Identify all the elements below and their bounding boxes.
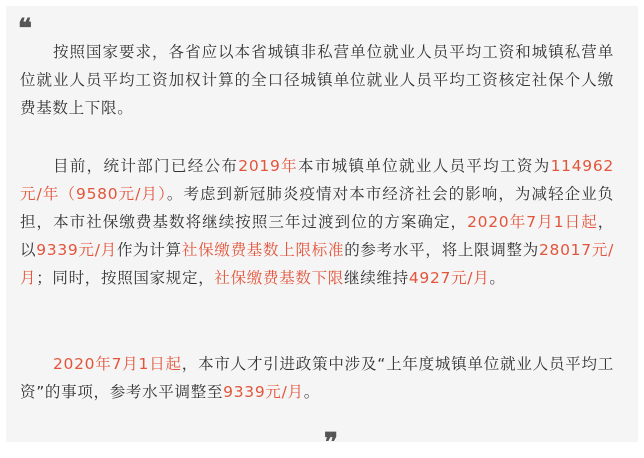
highlight-reference-amount: 9339元/月 <box>36 241 117 259</box>
highlight-average-wage: 114962元/年（9580元/月） <box>20 157 614 203</box>
highlight-upper-limit-amount: 28017元/月 <box>20 241 614 287</box>
close-quote-icon: ❞ <box>324 428 335 458</box>
paragraph-text: ，以 <box>20 213 614 259</box>
highlight-lower-limit-label: 社保缴费基数下限 <box>214 269 345 287</box>
paragraph-talent-policy <box>20 350 614 406</box>
paragraph-national-requirement <box>20 38 614 122</box>
paragraph-text: ，本市人才引进政策中涉及“上年度城镇单位就业人员平均工资”的事项，参考水平调整至 <box>20 355 615 401</box>
highlight-reference-amount: 9339元/月 <box>223 383 304 401</box>
paragraph-text: 作为计算 <box>116 241 182 259</box>
paragraph-text: 的参考水平，将上限调整为 <box>344 241 539 259</box>
paragraph-base-adjustment <box>20 152 614 292</box>
paragraph-text: 本市城镇单位就业人员平均工资为 <box>298 157 551 175</box>
highlight-year: 2019年 <box>238 157 298 175</box>
paragraph-text: 按照国家要求，各省应以本省城镇非私营单位就业人员平均工资和城镇私营单位就业人员平均工资加权计算的全口径城镇单位就业人员平均工资核定社保个人缴费基数上下限。 <box>20 43 614 117</box>
paragraph-text: 。 <box>303 383 320 401</box>
paragraph-text: 。 <box>489 269 506 287</box>
highlight-lower-limit-amount: 4927元/月 <box>408 269 490 287</box>
highlight-effective-date: 2020年7月1日起 <box>53 355 182 373</box>
open-quote-icon: ❝ <box>18 14 29 44</box>
highlight-upper-limit-standard: 社保缴费基数上限标准 <box>181 241 345 259</box>
paragraph-text: 。考虑到新冠肺炎疫情对本市经济社会的影响，为减轻企业负担，本市社保缴费基数将继续按照三年过渡到位的方案确定， <box>20 185 615 231</box>
paragraph-text: ；同时，按照国家规定， <box>36 269 215 287</box>
paragraph-text: 继续维持 <box>344 269 409 287</box>
content-panel <box>6 6 638 458</box>
highlight-effective-date: 2020年7月1日起 <box>467 213 598 231</box>
paragraph-text: 目前，统计部门已经公布 <box>53 157 239 175</box>
